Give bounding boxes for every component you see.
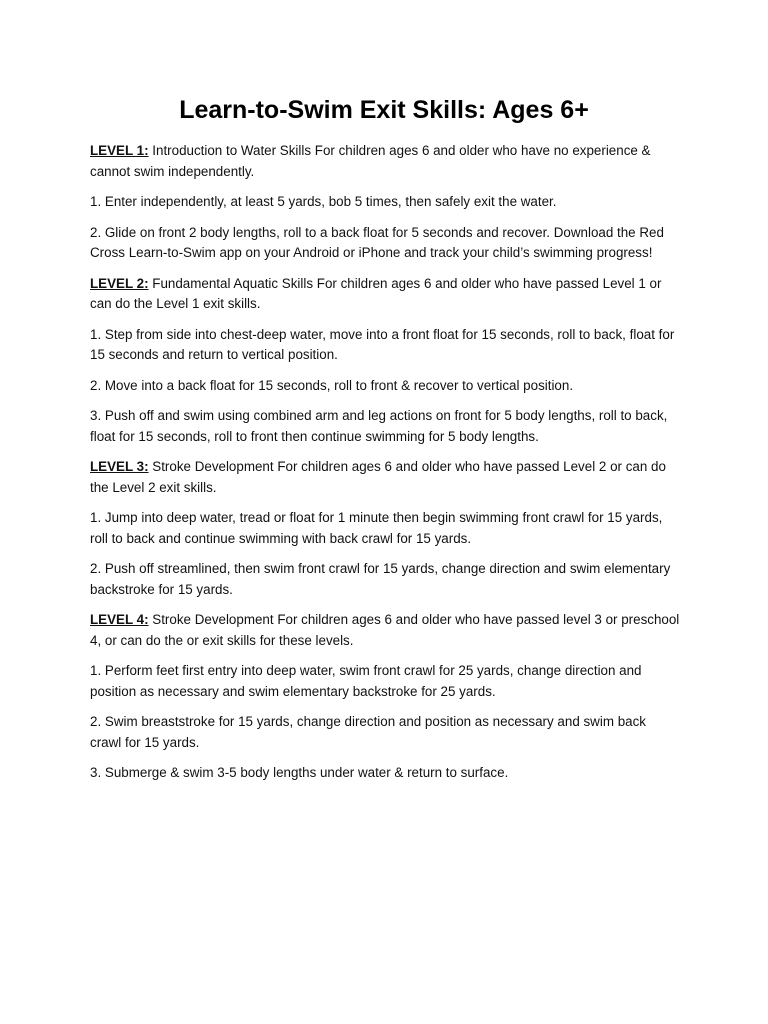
level-3-skill-1: 1. Jump into deep water, tread or float for 1 minute then begin swimming front crawl for 15 yards, roll to back and continue swimming with back crawl for 15 yards. <box>90 510 663 546</box>
level-3-intro <box>90 457 680 498</box>
level-4-skill-3: 3. Submerge & swim 3-5 body lengths under water & return to surface. <box>90 765 509 780</box>
level-4-label: LEVEL 4: <box>90 612 149 627</box>
level-4-intro <box>90 610 680 651</box>
level-1-description: Introduction to Water Skills For children ages 6 and older who have no experience & cannot swim independently. <box>90 143 651 179</box>
level-2-skill-1: 1. Step from side into chest-deep water, move into a front float for 15 seconds, roll to back, float for 15 seconds and return to vertical position. <box>90 326 675 362</box>
level-3-label: LEVEL 3: <box>90 459 149 474</box>
level-1-intro <box>90 141 680 182</box>
level-1-label: LEVEL 1: <box>90 143 149 158</box>
document-body <box>90 141 680 794</box>
level-2-description: Fundamental Aquatic Skills For children ages 6 and older who have passed Level 1 or can do the Level 1 exit skills. <box>90 275 662 311</box>
level-4-description: Stroke Development For children ages 6 and older who have passed level 3 or preschool 4, or can do the or exit skills for these levels. <box>90 612 680 648</box>
level-2-skill-2: 2. Move into a back float for 15 seconds, roll to front & recover to vertical position. <box>90 377 574 393</box>
level-2-intro <box>90 274 680 315</box>
level-1-skill-1: 1. Enter independently, at least 5 yards, bob 5 times, then safely exit the water. <box>90 194 557 209</box>
level-1-skill-2: 2. Glide on front 2 body lengths, roll to a back float for 5 seconds and recover. Download the Red Cross Learn-to-Swim app on your Android or iPhone and track your child’s swimming progress! <box>90 224 664 260</box>
document-title: Learn-to-Swim Exit Skills: Ages 6+ <box>179 96 589 124</box>
level-2-label: LEVEL 2: <box>90 275 149 291</box>
level-4-skill-1: 1. Perform feet first entry into deep water, swim front crawl for 25 yards, change direction and position as necessary and swim elementary backstroke for 25 yards. <box>90 663 642 699</box>
level-4-skill-2: 2. Swim breaststroke for 15 yards, change direction and position as necessary and swim back crawl for 15 yards. <box>90 714 646 750</box>
level-3-description: Stroke Development For children ages 6 and older who have passed Level 2 or can do the Level 2 exit skills. <box>90 459 666 495</box>
level-2-skill-3: 3. Push off and swim using combined arm and leg actions on front for 5 body lengths, roll to back, float for 15 seconds, roll to front then continue swimming for 5 body lengths. <box>90 408 668 444</box>
level-3-skill-2: 2. Push off streamlined, then swim front crawl for 15 yards, change direction and swim elementary backstroke for 15 yards. <box>90 561 671 597</box>
